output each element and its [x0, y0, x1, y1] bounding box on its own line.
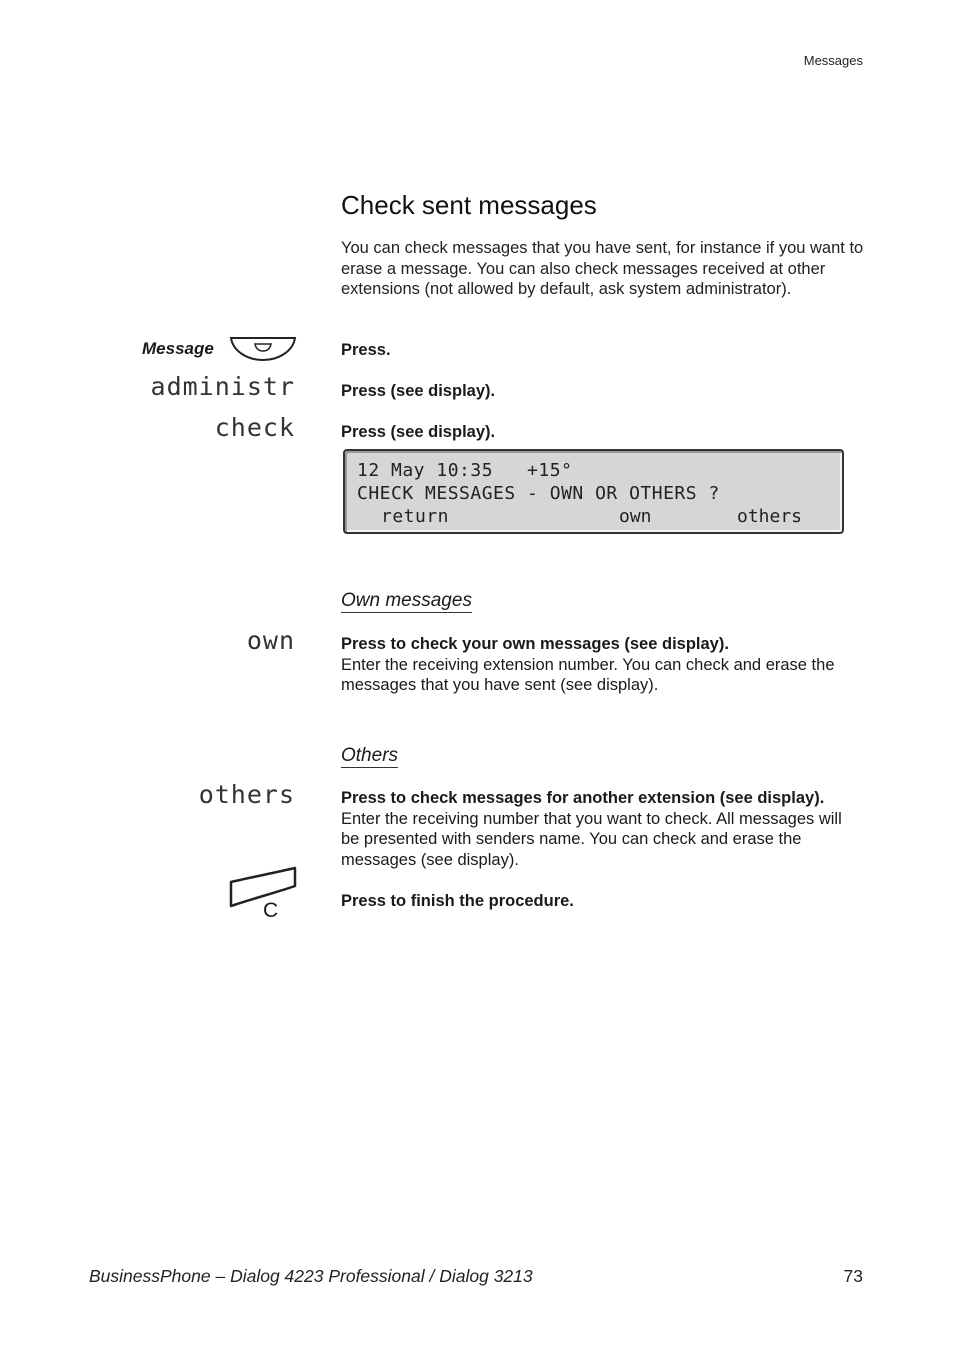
own-step-text: Enter the receiving extension number. You can check and erase the messages that you have sent (see display). [341, 655, 835, 694]
message-key-icon [229, 335, 297, 368]
display-softkey-others: others [737, 506, 803, 527]
step-check-text: Press (see display). [341, 423, 496, 441]
display-line-1: 12 May 10:35 +15° [357, 460, 573, 481]
running-header: Messages [803, 53, 863, 68]
others-heading: Others [341, 745, 399, 766]
step-message-text: Press. [341, 341, 391, 359]
others-softkey: others [198, 780, 295, 809]
own-step-bold: Press to check your own messages (see display). [341, 635, 729, 653]
phone-display [343, 449, 844, 534]
others-step-block [341, 788, 871, 870]
display-line-2: CHECK MESSAGES - OWN OR OTHERS ? [357, 483, 720, 504]
footer-title: BusinessPhone – Dialog 4223 Professional / Dialog 3213 [89, 1266, 533, 1286]
step-administr-text: Press (see display). [341, 382, 496, 400]
others-step-bold: Press to check messages for another extension (see display). [341, 789, 825, 807]
own-softkey: own [246, 626, 295, 655]
clear-step-text: Press to finish the procedure. [341, 892, 574, 910]
page-number: 73 [843, 1266, 863, 1286]
check-softkey: check [214, 413, 295, 442]
page-title: Check sent messages [341, 190, 597, 220]
intro-paragraph: You can check messages that you have sent, for instance if you want to erase a message. You can also check messages received at other extensions (not allowed by default, ask system administrator). [341, 239, 864, 298]
others-step-text: Enter the receiving number that you want to check. All messages will be presented with senders name. You can check and erase the messages (see display). [341, 809, 842, 869]
clear-key-letter: C [263, 899, 279, 922]
display-softkey-return: return [381, 506, 450, 527]
own-messages-heading: Own messages [341, 590, 472, 611]
own-step-block [341, 634, 871, 696]
administr-softkey: administr [150, 372, 295, 401]
message-key-label: Message [142, 339, 214, 358]
display-softkey-own: own [619, 506, 652, 527]
